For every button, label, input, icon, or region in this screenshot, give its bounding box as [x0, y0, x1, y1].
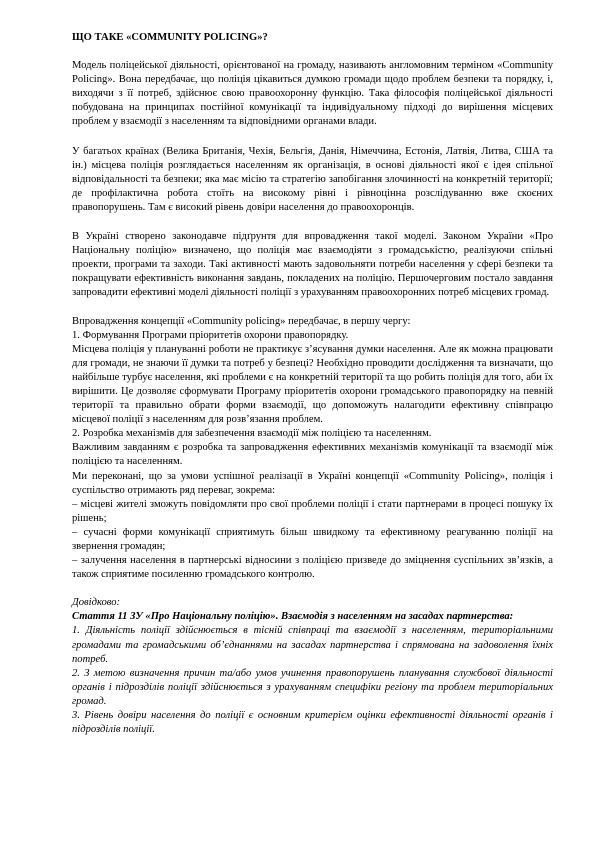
- reference-clause: 2. З метою визначення причин та/або умов учинення правопорушень планування службової діяльності органів і підрозділів поліції здійснюється з урахуванням специфіки регіону та проблем територіальних громад.: [72, 667, 553, 707]
- reference-clause: 3. Рівень довіри населення до поліції є основним критерієм оцінки ефективності діяльності органів і підрозділів поліції.: [72, 710, 553, 736]
- reference-label: Довідково:: [72, 597, 121, 609]
- reference-heading: Стаття 11 ЗУ «Про Національну поліцію». Взаємодія з населенням на засадах партнерства:: [72, 611, 514, 623]
- paragraph-foreign-experience: У багатьох країнах (Велика Британія, Чехія, Бельгія, Данія, Німеччина, Естонія, Латвія, Литва, США та ін.) місцева поліція розглядається населенням як організація, в основі діяльності якої є ідея спільної відповідальності та безпеки; яка має місію та стратегію запобігання злочинності на конкретній території; де профілактична робота стоїть на високому рівні і рівноцінна розслідуванню вже скоєних правопорушень. Там є високий рівень довіри населення до правоохоронців.: [72, 145, 553, 213]
- list-item-program-priorities: 1. Формування Програми пріоритетів охорони правопорядку.: [72, 329, 349, 341]
- list-item-interaction-mechanisms: 2. Розробка механізмів для забезпечення взаємодії між поліцією та населенням.: [72, 428, 432, 440]
- interaction-mechanisms-text: Важливим завданням є розробка та запровадження ефективних механізмів комунікації та взаємодії між поліцією та населенням.: [72, 442, 553, 468]
- implementation-intro: Впровадження концепції «Community policing» передбачає, в першу чергу:: [72, 315, 411, 327]
- benefit-item: – сучасні форми комунікації сприятимуть більш швидкому та ефективному реагуванню поліції на звернення громадян;: [72, 526, 553, 552]
- reference-clause: 1. Діяльність поліції здійснюється в тісній співпраці та взаємодії з населенням, територіальними громадами та громадськими об’єднаннями на засадах партнерства і спрямована на задоволення їхніх потреб.: [72, 625, 553, 665]
- benefit-item: – місцеві жителі зможуть повідомляти про свої проблеми поліції і стати партнерами в процесі пошуку їх рішень;: [72, 498, 553, 524]
- paragraph-ukraine-legal-basis: В Україні створено законодавче підґрунтя для впровадження такої моделі. Законом України «Про Національну поліцію» визначено, що поліція має взаємодіяти з громадськістю, реалізуючи спільні проекти, програми та заходи. Такі активності мають задовольняти потреби населення у сфері безпеки та покращувати ефективність виконання завдань, покладених на поліцію. Першочерговим постало завдання запровадити ефективні моделі діяльності поліції з урахуванням правоохоронних потреб місцевих громад.: [72, 231, 553, 299]
- benefits-intro: Ми переконані, що за умови успішної реалізації в Україні концепції «Community Policing», поліція і суспільство отримають ряд переваг, зокрема:: [72, 470, 553, 496]
- benefit-item: – залучення населення в партнерські відносини з поліцією призведе до зміцнення суспільних зв’язків, а також сприятиме посиленню громадського контролю.: [72, 555, 553, 581]
- program-priorities-text: Місцева поліція у плануванні роботи не практикує з’ясування думки населення. Але як можна працювати для громади, не знаючи її думки та потреб у безпеці? Необхідно проводити дослідження та визначати, що найбільше турбує населення, які проблеми є на конкретній території та що робить поліція для того, аби їх вирішити. Це дозволяє сформувати Програму пріоритетів охорони громадського правопорядку на певній території та правильно обрати форми взаємодії, що допоможуть налагодити ефективну співпрацю місцевої поліції з населенням для розв’язання проблем.: [72, 343, 553, 426]
- page-title: ЩО ТАКЕ «COMMUNITY POLICING»?: [72, 32, 268, 43]
- paragraph-definition: Модель поліцейської діяльності, орієнтованої на громаду, називають англомовним терміном «Community Policing». Вона передбачає, що поліція цікавиться думкою громади щодо проблем безпеки та порядку, і, виходячи з її потреб, здійснює свою правоохоронну функцію. Така філософія поліцейської діяльності побудована на принципах постійної комунікації та індивідуальному підході до вирішення місцевих проблем у взаємодії з населенням та відповідними органами влади.: [72, 60, 553, 128]
- document-page: [72, 31, 553, 737]
